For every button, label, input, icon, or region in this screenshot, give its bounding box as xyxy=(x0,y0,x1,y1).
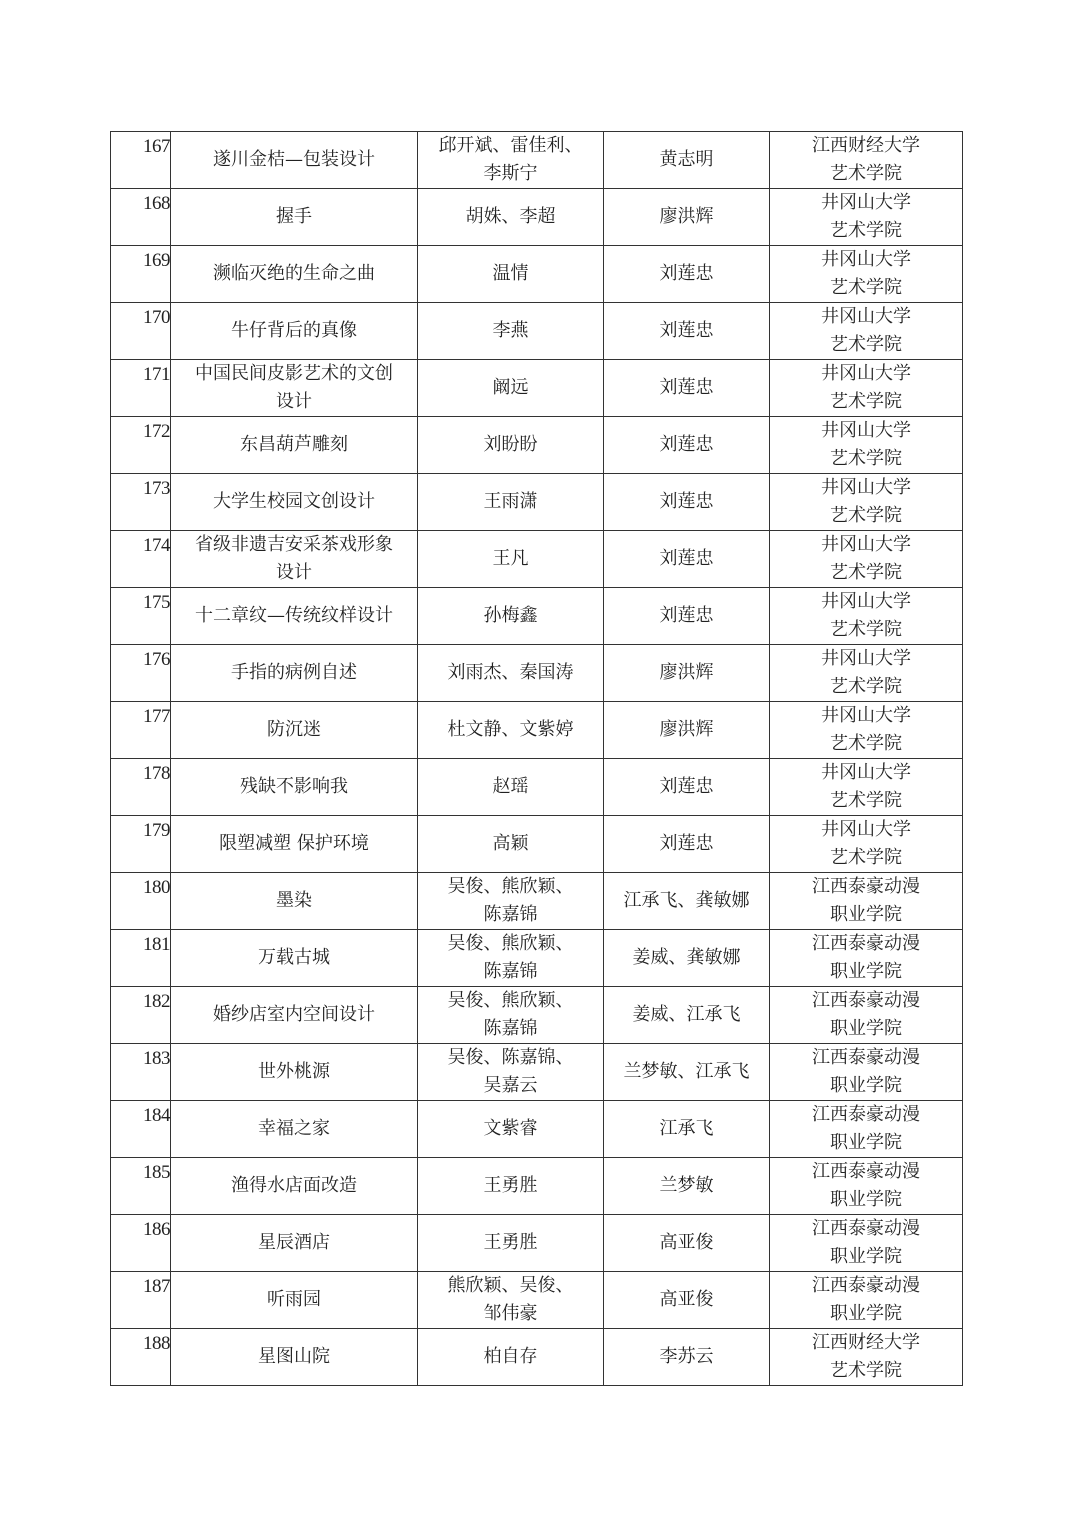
school-cell-line: 江西财经大学 xyxy=(812,1332,920,1353)
school-cell xyxy=(770,1044,963,1101)
authors-cell-line: 孙梅鑫 xyxy=(483,605,538,626)
work-title-cell xyxy=(171,1215,418,1272)
school-cell-line: 井冈山大学 xyxy=(821,363,911,384)
school-cell-line: 职业学院 xyxy=(830,1189,902,1210)
school-cell-line: 职业学院 xyxy=(830,1246,902,1267)
authors-cell-line: 温情 xyxy=(492,263,529,284)
authors-cell xyxy=(418,987,604,1044)
work-title-cell-line: 省级非遗吉安采茶戏形象 xyxy=(195,534,393,555)
authors-cell-line: 王凡 xyxy=(492,548,529,569)
school-cell-line: 江西泰豪动漫 xyxy=(812,1161,920,1182)
work-title-cell-line: 星图山院 xyxy=(258,1346,330,1367)
school-cell-line: 艺术学院 xyxy=(830,505,902,526)
authors-cell xyxy=(418,1044,604,1101)
school-cell-line: 井冈山大学 xyxy=(821,648,911,669)
school-cell-line: 职业学院 xyxy=(830,1132,902,1153)
row-number-cell: 179 xyxy=(111,816,171,873)
work-title-cell-line: 濒临灭绝的生命之曲 xyxy=(213,263,375,284)
authors-cell xyxy=(418,759,604,816)
work-title-cell-line: 防沉迷 xyxy=(267,719,321,740)
advisor-cell-line: 江承飞、龚敏娜 xyxy=(623,890,750,911)
school-cell-line: 江西泰豪动漫 xyxy=(812,1104,920,1125)
table-row xyxy=(111,1329,963,1386)
work-title-cell xyxy=(171,987,418,1044)
award-list-table xyxy=(110,131,963,1386)
work-title-cell xyxy=(171,1101,418,1158)
school-cell-line: 井冈山大学 xyxy=(821,591,911,612)
work-title-cell xyxy=(171,645,418,702)
table-row xyxy=(111,702,963,759)
school-cell xyxy=(770,588,963,645)
school-cell-line: 艺术学院 xyxy=(830,220,902,241)
advisor-cell xyxy=(604,132,770,189)
school-cell-line: 江西泰豪动漫 xyxy=(812,933,920,954)
table-row xyxy=(111,132,963,189)
table-row xyxy=(111,645,963,702)
authors-cell-line: 王雨潇 xyxy=(483,491,538,512)
work-title-cell-line: 手指的病例自述 xyxy=(231,662,357,683)
row-number-cell: 174 xyxy=(111,531,171,588)
table-row xyxy=(111,303,963,360)
authors-cell-line: 柏自存 xyxy=(483,1346,538,1367)
advisor-cell-line: 李苏云 xyxy=(659,1346,714,1367)
authors-cell xyxy=(418,360,604,417)
school-cell-line: 井冈山大学 xyxy=(821,705,911,726)
work-title-cell xyxy=(171,702,418,759)
work-title-cell xyxy=(171,360,418,417)
work-title-cell-line: 限塑减塑 保护环境 xyxy=(219,833,369,854)
advisor-cell xyxy=(604,987,770,1044)
work-title-cell-line: 设计 xyxy=(276,391,312,412)
table-row xyxy=(111,873,963,930)
school-cell-line: 井冈山大学 xyxy=(821,477,911,498)
school-cell-line: 江西泰豪动漫 xyxy=(812,876,920,897)
advisor-cell xyxy=(604,303,770,360)
school-cell xyxy=(770,474,963,531)
row-number-cell: 169 xyxy=(111,246,171,303)
school-cell xyxy=(770,1272,963,1329)
table-body xyxy=(111,132,963,1386)
advisor-cell-line: 刘莲忠 xyxy=(659,434,714,455)
work-title-cell xyxy=(171,930,418,987)
work-title-cell-line: 中国民间皮影艺术的文创 xyxy=(195,363,393,384)
school-cell-line: 艺术学院 xyxy=(830,334,902,355)
advisor-cell-line: 刘莲忠 xyxy=(659,263,714,284)
work-title-cell-line: 牛仔背后的真像 xyxy=(231,320,357,341)
school-cell-line: 艺术学院 xyxy=(830,733,902,754)
advisor-cell xyxy=(604,588,770,645)
row-number-cell: 183 xyxy=(111,1044,171,1101)
authors-cell-line: 吴嘉云 xyxy=(483,1075,538,1096)
advisor-cell-line: 高亚俊 xyxy=(659,1289,714,1310)
table-row xyxy=(111,531,963,588)
authors-cell xyxy=(418,303,604,360)
work-title-cell-line: 东昌葫芦雕刻 xyxy=(240,434,348,455)
row-number-cell: 175 xyxy=(111,588,171,645)
advisor-cell xyxy=(604,189,770,246)
table-row xyxy=(111,816,963,873)
row-number-cell: 185 xyxy=(111,1158,171,1215)
authors-cell-line: 杜文静、文紫婷 xyxy=(447,719,574,740)
advisor-cell xyxy=(604,645,770,702)
school-cell xyxy=(770,1158,963,1215)
school-cell xyxy=(770,1101,963,1158)
row-number-cell: 186 xyxy=(111,1215,171,1272)
authors-cell xyxy=(418,1329,604,1386)
authors-cell xyxy=(418,1101,604,1158)
authors-cell-line: 王勇胜 xyxy=(483,1175,538,1196)
work-title-cell-line: 十二章纹—传统纹样设计 xyxy=(195,605,393,626)
authors-cell xyxy=(418,474,604,531)
authors-cell-line: 文紫睿 xyxy=(483,1118,538,1139)
work-title-cell xyxy=(171,303,418,360)
authors-cell xyxy=(418,189,604,246)
table-row xyxy=(111,759,963,816)
work-title-cell xyxy=(171,474,418,531)
table-row xyxy=(111,189,963,246)
school-cell-line: 艺术学院 xyxy=(830,277,902,298)
authors-cell-line: 李燕 xyxy=(492,320,529,341)
advisor-cell xyxy=(604,417,770,474)
advisor-cell xyxy=(604,702,770,759)
authors-cell-line: 胡姝、李超 xyxy=(465,206,556,227)
authors-cell xyxy=(418,1272,604,1329)
authors-cell xyxy=(418,873,604,930)
authors-cell-line: 陈嘉锦 xyxy=(483,904,538,925)
school-cell-line: 井冈山大学 xyxy=(821,420,911,441)
school-cell-line: 江西泰豪动漫 xyxy=(812,1047,920,1068)
school-cell-line: 艺术学院 xyxy=(830,619,902,640)
school-cell xyxy=(770,417,963,474)
row-number-cell: 178 xyxy=(111,759,171,816)
authors-cell xyxy=(418,1215,604,1272)
advisor-cell xyxy=(604,360,770,417)
work-title-cell-line: 大学生校园文创设计 xyxy=(213,491,375,512)
authors-cell-line: 邹伟豪 xyxy=(483,1303,538,1324)
school-cell xyxy=(770,702,963,759)
school-cell xyxy=(770,1329,963,1386)
authors-cell xyxy=(418,531,604,588)
table-row xyxy=(111,360,963,417)
authors-cell-line: 刘雨杰、秦国涛 xyxy=(447,662,574,683)
advisor-cell xyxy=(604,531,770,588)
row-number-cell: 167 xyxy=(111,132,171,189)
school-cell xyxy=(770,873,963,930)
school-cell-line: 江西泰豪动漫 xyxy=(812,1275,920,1296)
authors-cell xyxy=(418,588,604,645)
table-row xyxy=(111,588,963,645)
authors-cell xyxy=(418,417,604,474)
authors-cell-line: 王勇胜 xyxy=(483,1232,538,1253)
work-title-cell-line: 遂川金桔—包装设计 xyxy=(213,149,375,170)
school-cell xyxy=(770,246,963,303)
table-row xyxy=(111,474,963,531)
advisor-cell xyxy=(604,1158,770,1215)
school-cell xyxy=(770,1215,963,1272)
school-cell-line: 井冈山大学 xyxy=(821,249,911,270)
advisor-cell-line: 廖洪辉 xyxy=(659,662,714,683)
school-cell-line: 井冈山大学 xyxy=(821,192,911,213)
work-title-cell-line: 握手 xyxy=(276,206,312,227)
row-number-cell: 181 xyxy=(111,930,171,987)
school-cell xyxy=(770,759,963,816)
advisor-cell-line: 江承飞 xyxy=(659,1118,714,1139)
row-number-cell: 176 xyxy=(111,645,171,702)
advisor-cell-line: 高亚俊 xyxy=(659,1232,714,1253)
school-cell xyxy=(770,132,963,189)
table-row xyxy=(111,246,963,303)
work-title-cell xyxy=(171,417,418,474)
advisor-cell-line: 兰梦敏、江承飞 xyxy=(623,1061,750,1082)
authors-cell-line: 吴俊、陈嘉锦、 xyxy=(447,1047,574,1068)
school-cell-line: 艺术学院 xyxy=(830,448,902,469)
authors-cell xyxy=(418,645,604,702)
school-cell xyxy=(770,987,963,1044)
row-number-cell: 168 xyxy=(111,189,171,246)
advisor-cell-line: 刘莲忠 xyxy=(659,377,714,398)
table-row xyxy=(111,987,963,1044)
work-title-cell xyxy=(171,246,418,303)
work-title-cell xyxy=(171,759,418,816)
row-number-cell: 170 xyxy=(111,303,171,360)
school-cell-line: 江西泰豪动漫 xyxy=(812,990,920,1011)
table-row xyxy=(111,930,963,987)
row-number-cell: 173 xyxy=(111,474,171,531)
work-title-cell-line: 世外桃源 xyxy=(258,1061,330,1082)
work-title-cell xyxy=(171,816,418,873)
table-row xyxy=(111,1044,963,1101)
school-cell-line: 井冈山大学 xyxy=(821,762,911,783)
school-cell xyxy=(770,816,963,873)
authors-cell-line: 陈嘉锦 xyxy=(483,961,538,982)
row-number-cell: 187 xyxy=(111,1272,171,1329)
advisor-cell xyxy=(604,873,770,930)
authors-cell-line: 陈嘉锦 xyxy=(483,1018,538,1039)
advisor-cell-line: 姜威、江承飞 xyxy=(632,1004,741,1025)
authors-cell-line: 吴俊、熊欣颖、 xyxy=(447,876,574,897)
table-row xyxy=(111,1101,963,1158)
advisor-cell-line: 廖洪辉 xyxy=(659,719,714,740)
school-cell-line: 职业学院 xyxy=(830,961,902,982)
authors-cell-line: 刘盼盼 xyxy=(483,434,538,455)
row-number-cell: 172 xyxy=(111,417,171,474)
school-cell-line: 艺术学院 xyxy=(830,790,902,811)
authors-cell-line: 熊欣颖、吴俊、 xyxy=(447,1275,574,1296)
school-cell-line: 井冈山大学 xyxy=(821,534,911,555)
advisor-cell xyxy=(604,816,770,873)
school-cell-line: 艺术学院 xyxy=(830,1360,902,1381)
school-cell-line: 艺术学院 xyxy=(830,391,902,412)
work-title-cell-line: 星辰酒店 xyxy=(258,1232,330,1253)
authors-cell xyxy=(418,816,604,873)
work-title-cell xyxy=(171,1044,418,1101)
authors-cell-line: 吴俊、熊欣颖、 xyxy=(447,933,574,954)
work-title-cell xyxy=(171,1158,418,1215)
authors-cell-line: 吴俊、熊欣颖、 xyxy=(447,990,574,1011)
row-number-cell: 171 xyxy=(111,360,171,417)
row-number-cell: 182 xyxy=(111,987,171,1044)
school-cell-line: 艺术学院 xyxy=(830,847,902,868)
row-number-cell: 188 xyxy=(111,1329,171,1386)
work-title-cell xyxy=(171,1272,418,1329)
advisor-cell xyxy=(604,1101,770,1158)
advisor-cell xyxy=(604,759,770,816)
school-cell xyxy=(770,930,963,987)
table-row xyxy=(111,417,963,474)
table-row xyxy=(111,1272,963,1329)
school-cell-line: 井冈山大学 xyxy=(821,306,911,327)
work-title-cell xyxy=(171,132,418,189)
advisor-cell xyxy=(604,1272,770,1329)
school-cell-line: 职业学院 xyxy=(830,1303,902,1324)
advisor-cell-line: 刘莲忠 xyxy=(659,605,714,626)
row-number-cell: 180 xyxy=(111,873,171,930)
school-cell-line: 职业学院 xyxy=(830,904,902,925)
advisor-cell-line: 姜威、龚敏娜 xyxy=(632,947,741,968)
school-cell-line: 职业学院 xyxy=(830,1075,902,1096)
work-title-cell xyxy=(171,1329,418,1386)
school-cell-line: 职业学院 xyxy=(830,1018,902,1039)
authors-cell xyxy=(418,930,604,987)
authors-cell-line: 高颖 xyxy=(492,833,529,854)
work-title-cell-line: 墨染 xyxy=(276,890,312,911)
row-number-cell: 184 xyxy=(111,1101,171,1158)
advisor-cell xyxy=(604,246,770,303)
work-title-cell-line: 幸福之家 xyxy=(258,1118,330,1139)
advisor-cell-line: 刘莲忠 xyxy=(659,320,714,341)
table-row xyxy=(111,1158,963,1215)
authors-cell-line: 李斯宁 xyxy=(483,163,538,184)
work-title-cell-line: 渔得水店面改造 xyxy=(231,1175,357,1196)
authors-cell-line: 阚远 xyxy=(492,377,529,398)
school-cell xyxy=(770,189,963,246)
school-cell-line: 艺术学院 xyxy=(830,562,902,583)
advisor-cell-line: 兰梦敏 xyxy=(659,1175,714,1196)
school-cell xyxy=(770,645,963,702)
work-title-cell xyxy=(171,531,418,588)
work-title-cell xyxy=(171,588,418,645)
table-row xyxy=(111,1215,963,1272)
advisor-cell-line: 黄志明 xyxy=(659,149,714,170)
advisor-cell xyxy=(604,474,770,531)
advisor-cell-line: 刘莲忠 xyxy=(659,776,714,797)
advisor-cell xyxy=(604,930,770,987)
school-cell-line: 艺术学院 xyxy=(830,676,902,697)
advisor-cell-line: 刘莲忠 xyxy=(659,548,714,569)
work-title-cell-line: 婚纱店室内空间设计 xyxy=(213,1004,375,1025)
authors-cell xyxy=(418,1158,604,1215)
work-title-cell-line: 设计 xyxy=(276,562,312,583)
school-cell-line: 江西泰豪动漫 xyxy=(812,1218,920,1239)
work-title-cell xyxy=(171,189,418,246)
work-title-cell-line: 残缺不影响我 xyxy=(240,776,348,797)
work-title-cell xyxy=(171,873,418,930)
authors-cell xyxy=(418,132,604,189)
school-cell-line: 艺术学院 xyxy=(830,163,902,184)
school-cell xyxy=(770,531,963,588)
school-cell xyxy=(770,360,963,417)
work-title-cell-line: 听雨园 xyxy=(267,1289,321,1310)
school-cell xyxy=(770,303,963,360)
work-title-cell-line: 万载古城 xyxy=(258,947,330,968)
advisor-cell xyxy=(604,1044,770,1101)
authors-cell-line: 邱开斌、雷佳利、 xyxy=(438,135,583,156)
authors-cell-line: 赵瑶 xyxy=(492,776,529,797)
authors-cell xyxy=(418,246,604,303)
advisor-cell xyxy=(604,1215,770,1272)
row-number-cell: 177 xyxy=(111,702,171,759)
advisor-cell-line: 廖洪辉 xyxy=(659,206,714,227)
school-cell-line: 井冈山大学 xyxy=(821,819,911,840)
advisor-cell-line: 刘莲忠 xyxy=(659,491,714,512)
advisor-cell xyxy=(604,1329,770,1386)
school-cell-line: 江西财经大学 xyxy=(812,135,920,156)
authors-cell xyxy=(418,702,604,759)
advisor-cell-line: 刘莲忠 xyxy=(659,833,714,854)
